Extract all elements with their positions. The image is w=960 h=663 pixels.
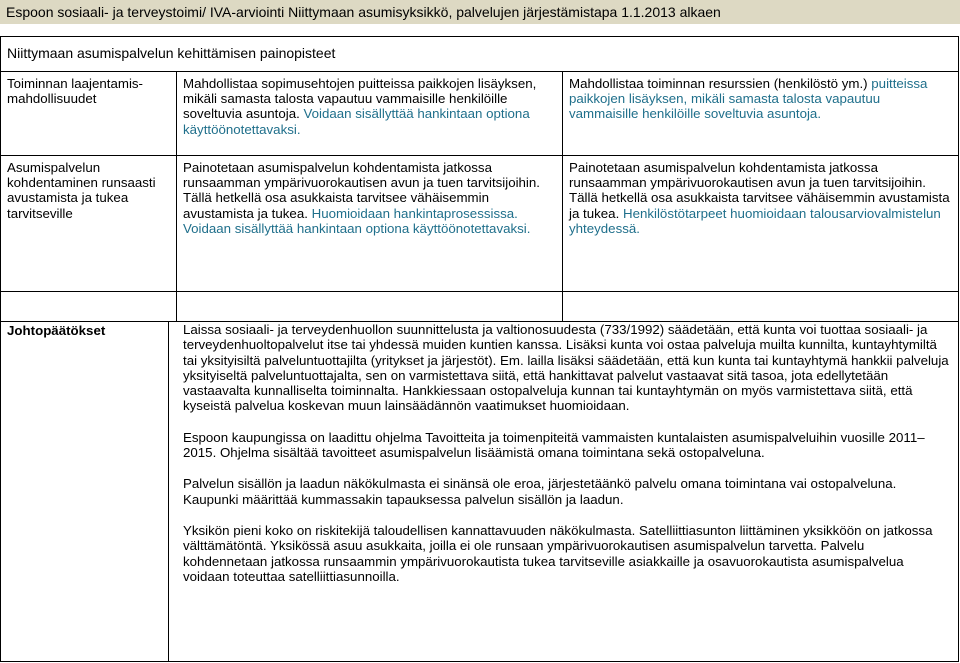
option-a-text: Painotetaan asumispalvelun kohdentamista jatkossa runsaamman ympärivuorokautisen avun ja tuen tarvitsijoihin. Tällä hetkellä osa asukkaista tarvitsee vähäisemmin avustamista ja tukea.	[183, 160, 540, 221]
row-label	[1, 72, 177, 156]
option-b-cell	[563, 156, 959, 292]
option-a-note: Voidaan sisällyttää hankintaan optiona käyttöönotettavaksi.	[183, 106, 530, 137]
conclusions-label: Johtopäätökset	[7, 323, 106, 338]
conclusions-row	[1, 322, 959, 662]
option-a-cell	[177, 156, 563, 292]
conclusions-body	[169, 322, 959, 662]
header-title: Espoon sosiaali- ja terveystoimi/ IVA-arviointi Niittymaan asumisyksikkö, palvelujen järjestämistapa 1.1.2013 alkaen	[6, 4, 721, 20]
conclusions-paragraph: Palvelun sisällön ja laadun näkökulmasta ei sinänsä ole eroa, järjestetäänkö palvelu omana toimintana vai ostopalveluna. Kaupunki määrittää kummassakin tapauksessa palvelun sisällön ja laadun.	[183, 476, 897, 507]
priorities-title: Niittymaan asumispalvelun kehittämisen painopisteet	[1, 37, 959, 72]
option-a-note: Huomioidaan hankintaprosessissa. Voidaan sisällyttää hankintaan optiona käyttöönotettavaksi.	[183, 205, 531, 236]
option-a-cell	[177, 72, 563, 156]
priorities-title-row	[1, 37, 959, 72]
option-b-text: Painotetaan asumispalvelun kohdentamista jatkossa runsaamman ympärivuorokautisen avun ja tuen tarvitsijoihin. Tällä hetkellä osa asukkaista tarvitsee vähäisemmin avustamista ja tukea.	[569, 160, 950, 221]
table-row-empty	[1, 292, 959, 322]
conclusions-paragraph: Yksikön pieni koko on riskitekijä taloudellisen kannattavuuden näkökulmasta. Satelliittiasunton liittäminen yksikköön on jatkossa välttämätöntä. Yksikössä asuu asukkaita, joilla ei ole runsaan ympärivuorokautisen asumispalvelun tarvetta. Palvelu kohdennetaan jatkossa runsaammin ympärivuorokautista tukea tarvitseville asiakkaille ja osavuorokautista asumispalvelua voidaan toteuttaa satelliittiasunnoilla.	[183, 522, 933, 584]
option-b-text: Mahdollistaa toiminnan resurssien (henkilöstö ym.)	[569, 76, 868, 91]
priorities-table	[0, 36, 959, 322]
option-a-text: Mahdollistaa sopimusehtojen puitteissa paikkojen lisäyksen, mikäli samasta talosta vapautuu vammaisille henkilöille soveltuvia asuntoja.	[183, 76, 537, 122]
row-label-text: Asumispalvelun kohdentaminen runsaasti avustamista ja tukea tarvitseville	[7, 160, 156, 221]
row-label	[1, 156, 177, 292]
table-row	[1, 156, 959, 292]
page-header	[0, 0, 960, 24]
option-b-note: puitteissa paikkojen lisäyksen, mikäli samasta talosta vapautuu vammaisille henkilöille soveltuvia asuntoja.	[569, 76, 928, 122]
row-label-text: Toiminnan laajentamis-mahdollisuudet	[7, 76, 143, 107]
table-row	[1, 72, 959, 156]
option-b-cell	[563, 72, 959, 156]
conclusions-label-cell	[1, 322, 169, 662]
conclusions-paragraph: Espoon kaupungissa on laadittu ohjelma Tavoitteita ja toimenpiteitä vammaisten kuntalaisten asumispalveluihin vuosille 2011–2015. Ohjelma sisältää tavoitteet asumispalvelun lisäämistä omana toimintana sekä ostopalveluna.	[183, 429, 925, 461]
conclusions-table	[0, 321, 959, 662]
option-b-note: Henkilöstötarpeet huomioidaan talousarviovalmistelun yhteydessä.	[569, 205, 941, 236]
conclusions-paragraph: Laissa sosiaali- ja terveydenhuollon suunnittelusta ja valtionosuudesta (733/1992) säädetään, että kunta voi tuottaa sosiaali- ja terveydenhuoltopalvelut itse tai yhdessä muiden kuntien kanssa. Lisäksi kunta voi ostaa palveluja muilta kunnilta, kuntayhtymiltä tai yksityisiltä palveluntuottajilta (yritykset ja järjestöt). Em. lailla lisäksi säädetään, että kun kunta tai kuntayhtymä hankkii palveluja yksityiseltä palveluntuottajalta, sen on varmistettava siitä, että hankittavat palvelut vastaavat sitä tasoa, jota edellytetään vastaavalta kunnalliselta toiminnalta. Hankkiessaan ostopalveluja kunnan tai kuntayhtymän on myös varmistettava siitä, että kyseistä palvelua koskevan muun lainsäädännön vaatimukset huomioidaan.	[183, 322, 949, 414]
